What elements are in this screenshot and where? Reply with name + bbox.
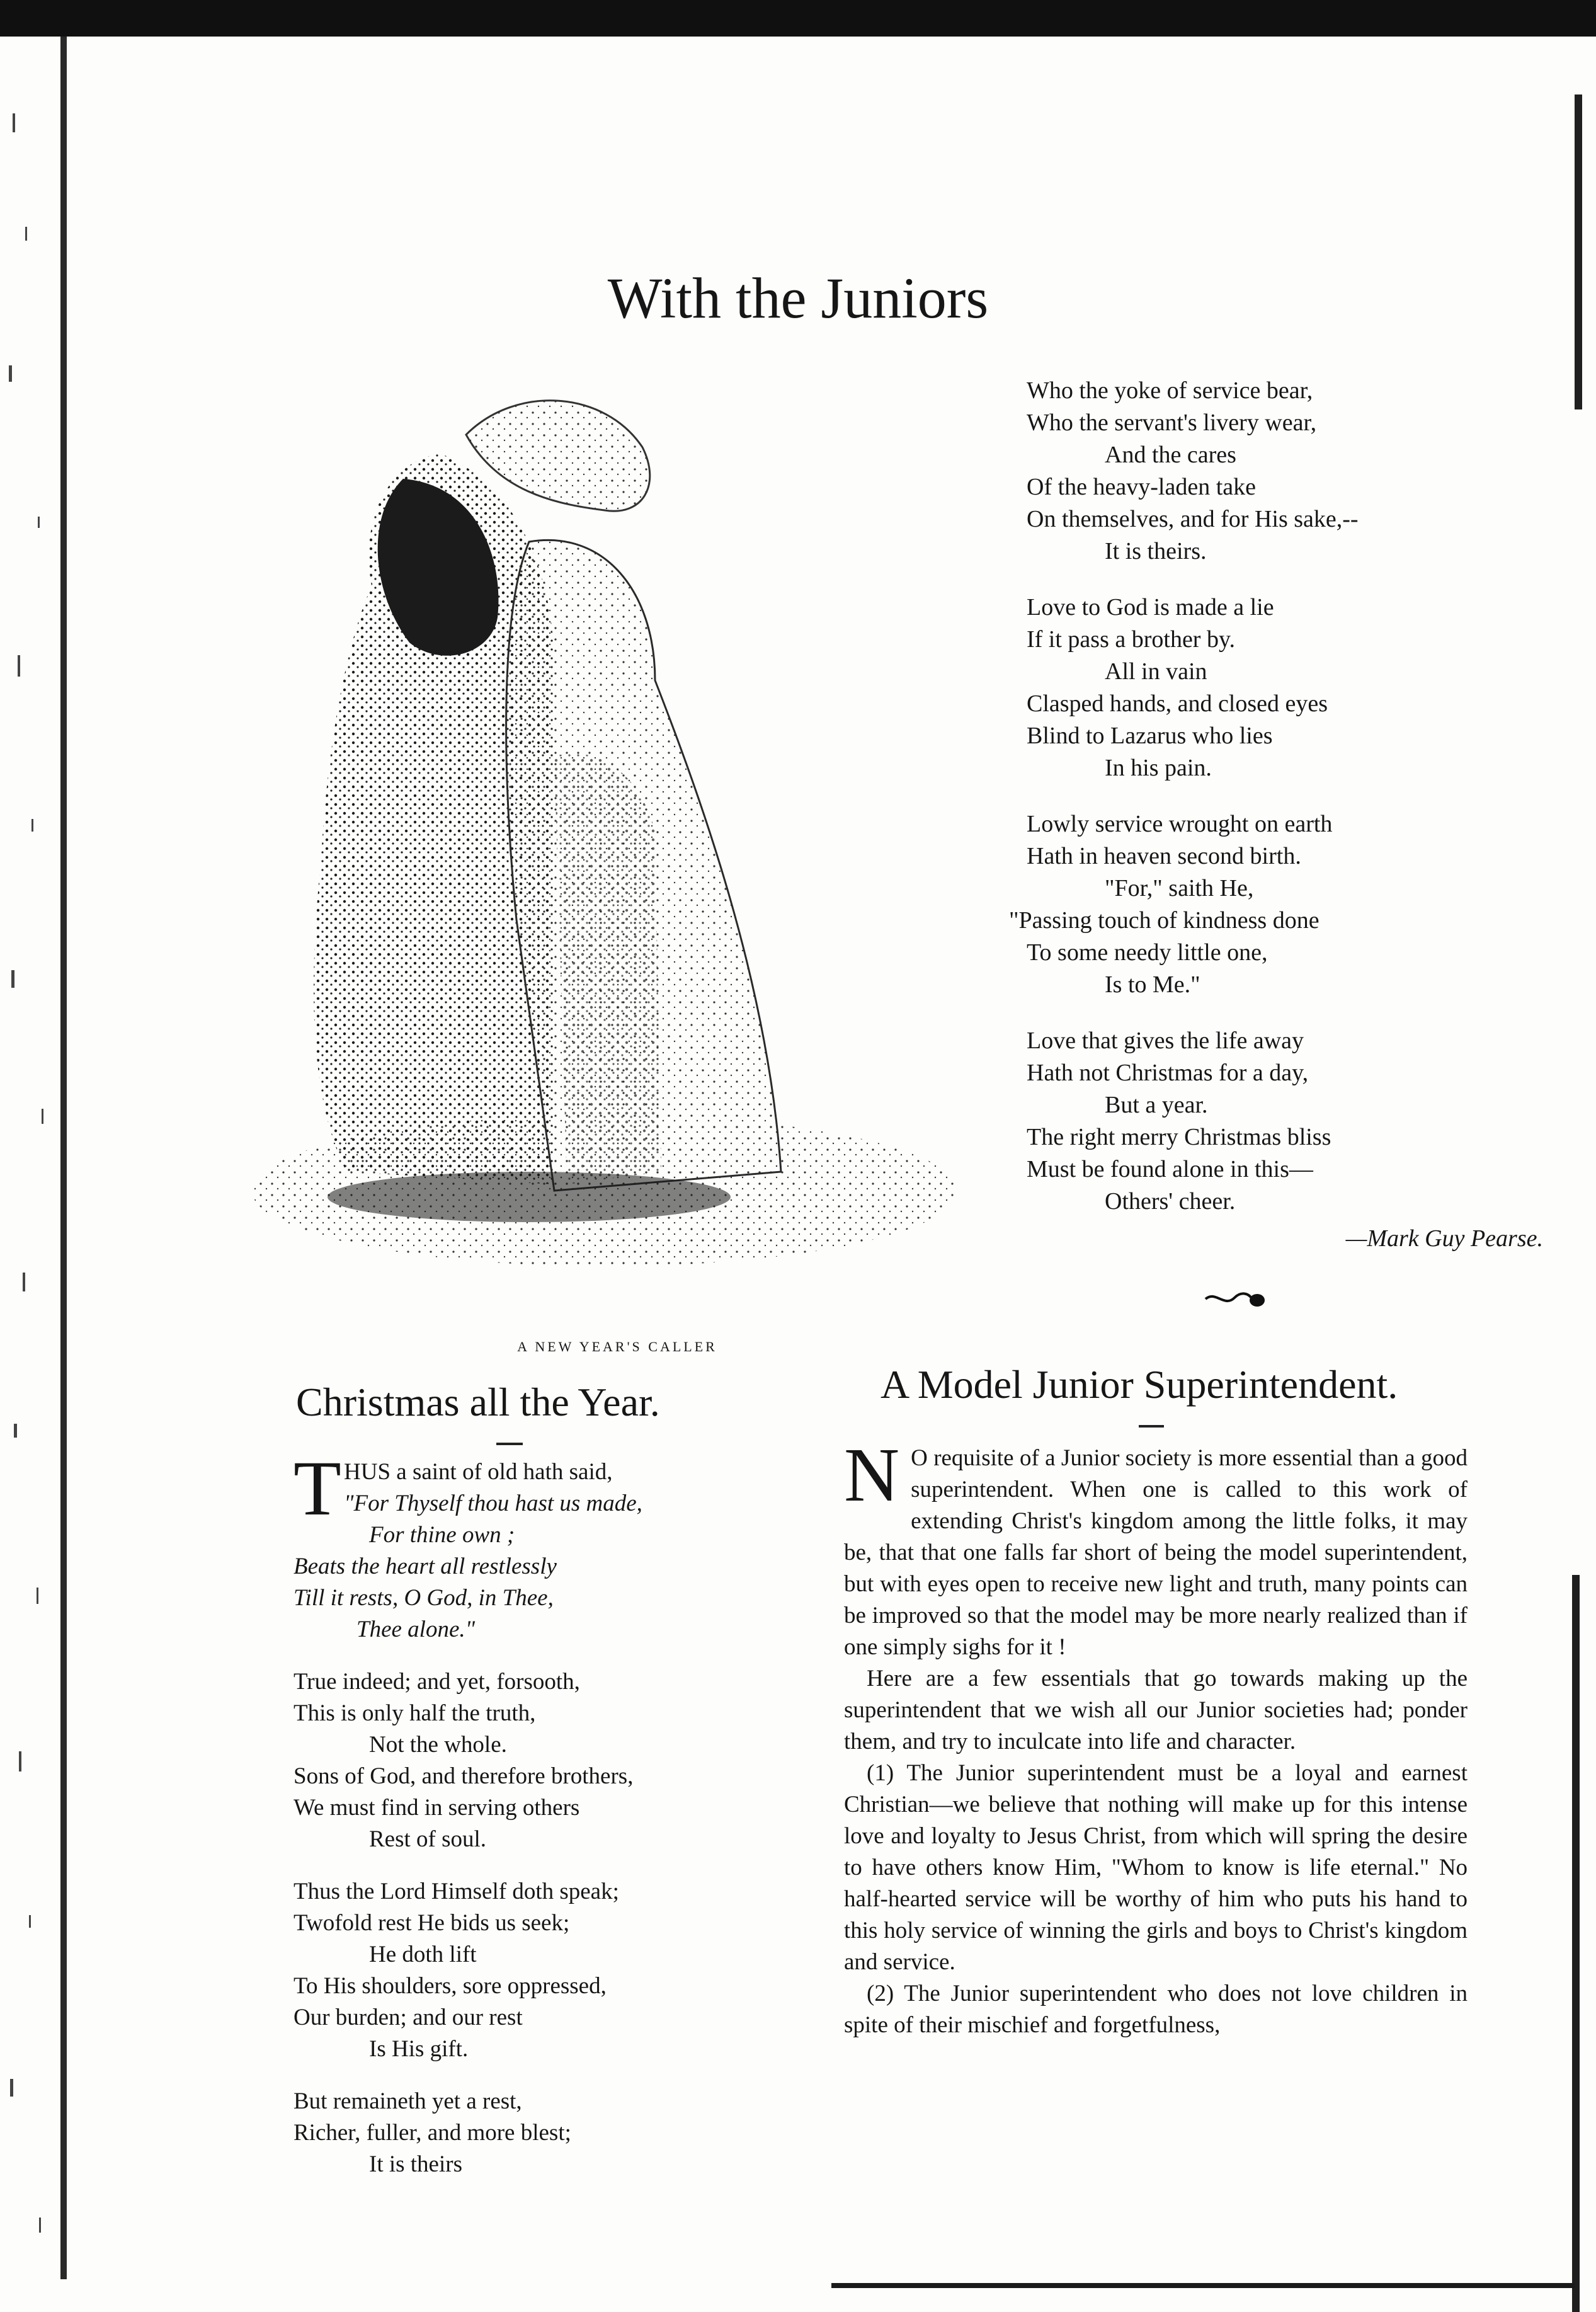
right-border-rule-lower [1572,1575,1580,2312]
title-dash [1139,1425,1164,1428]
poem-line: Twofold rest He bids us seek; [294,1910,570,1936]
poem-line: Richer, fuller, and more blest; [294,2120,571,2146]
poem-stanza [294,1445,747,1645]
poem-line: Rest of soul. [369,1826,487,1852]
article-title: A Model Junior Superintendent. [881,1362,1398,1407]
poem-line: All in vain [1105,658,1207,685]
drop-cap: T [294,1445,341,1531]
poem-line: Beats the heart all restlessly [294,1554,557,1579]
poem-stanza [294,1876,747,2065]
poem-line: It is theirs [369,2151,462,2177]
poem-line: Clasped hands, and closed eyes [1027,690,1328,717]
poem-line: This is only half the truth, [294,1700,536,1726]
poem-line: For thine own ; [369,1522,515,1548]
poem-line: Hath in heaven second birth. [1027,843,1301,869]
poem-line: Sons of God, and therefore brothers, [294,1763,634,1789]
poem-line: In his pain. [1105,755,1212,781]
article-paragraph [844,1433,1468,1663]
poem-line: HUS a saint of old hath said, [344,1459,613,1485]
poem-stanza [1027,375,1556,568]
poem-line: On themselves, and for His sake,-- [1027,506,1359,532]
poem-line: True indeed; and yet, forsooth, [294,1669,580,1695]
illustration-caption: A NEW YEAR'S CALLER [517,1339,717,1354]
poem-line: Lowly service wrought on earth [1027,811,1333,837]
drop-cap: N [844,1433,900,1518]
poem-line: And the cares [1105,442,1236,468]
poem-line: "For Thyself thou hast us made, [344,1491,642,1516]
poem-line: To His shoulders, sore oppressed, [294,1973,607,1999]
poem-line: Of the heavy-laden take [1027,474,1256,500]
poem-line: If it pass a brother by. [1027,626,1235,653]
poem-line: We must find in serving others [294,1795,580,1821]
poem-stanza [1027,1025,1556,1218]
poem-line: Hath not Christmas for a day, [1027,1060,1309,1086]
poem-line: Is His gift. [369,2036,469,2062]
poem-line: The right merry Christmas bliss [1027,1124,1331,1150]
scan-margin-speckle [0,38,60,2293]
poem-line: Not the whole. [369,1732,507,1758]
christmas-poem-title: Christmas all the Year. [296,1380,660,1424]
poem-line: Blind to Lazarus who lies [1027,723,1273,749]
poem-line: "Passing touch of kindness done [1009,907,1320,934]
poem-line: Who the servant's livery wear, [1027,409,1317,436]
poem-line: Love to God is made a lie [1027,594,1274,621]
left-border-rule [60,37,67,2279]
article-paragraph: (1) The Junior superintendent must be a loyal and earnest Christian—we believe that nothing will make up for this intense love and loyalty to Jesus Christ, from which will spring the desire to have others know Him, "Whom to know is life eternal." No half-hearted service will be worthy of him who puts his hand to this holy service of winning the girls and boys to Christ's kingdom and service. [844,1760,1468,1975]
ornament-flourish-icon [1203,1285,1266,1313]
poem-line: He doth lift [369,1942,477,1967]
poem-line: But a year. [1105,1092,1208,1118]
poem-line: Must be found alone in this— [1027,1156,1313,1182]
article-paragraph-text: O requisite of a Junior society is more essential than a good superintendent. When one is called to this work of extending Christ's kingdom among the little folks, it may be, that that one falls far short of being the model superintendent, but with eyes open to receive new light and truth, many points can be improved so that the model may be more nearly realized than if one simply sighs for it ! [844,1445,1468,1660]
poem-stanza [1009,808,1556,1001]
poem-line: Others' cheer. [1105,1188,1236,1215]
page-title: With the Juniors [607,266,989,330]
right-border-rule [1575,94,1582,409]
christmas-poem [294,1445,747,2201]
poem-line: Thus the Lord Himself doth speak; [294,1879,619,1904]
poem-line: Love that gives the life away [1027,1027,1304,1054]
poem-line: Thee alone." [356,1617,476,1642]
new-years-caller-illustration [202,353,983,1329]
poem-line: Is to Me." [1105,971,1200,998]
poem-line: Our burden; and our rest [294,2005,523,2030]
poem-stanza [1027,592,1556,784]
poem-line: It is theirs. [1105,538,1207,564]
poem-line: "For," saith He, [1105,875,1254,901]
article-paragraph: Here are a few essentials that go towards making up the superintendent that we wish all our Junior societies had; ponder them, and try to inculcate into life and character. [844,1666,1468,1754]
top-border-rule [0,0,1596,37]
poem-line: Who the yoke of service bear, [1027,377,1313,404]
title-dash [496,1443,523,1445]
poem-stanza [294,2086,747,2180]
poem-line: But remaineth yet a rest, [294,2088,522,2114]
bottom-border-rule [831,2283,1575,2288]
poem-stanza [294,1666,747,1855]
poem-line: Till it rests, O God, in Thee, [294,1585,554,1611]
service-poem [1009,375,1556,1255]
model-junior-superintendent-article [844,1433,1468,2041]
poem-line: To some needy little one, [1027,939,1268,966]
poem-attribution: —Mark Guy Pearse. [1345,1225,1543,1252]
article-paragraph: (2) The Junior superintendent who does not love children in spite of their mischief and forgetfulness, [844,1981,1468,2038]
